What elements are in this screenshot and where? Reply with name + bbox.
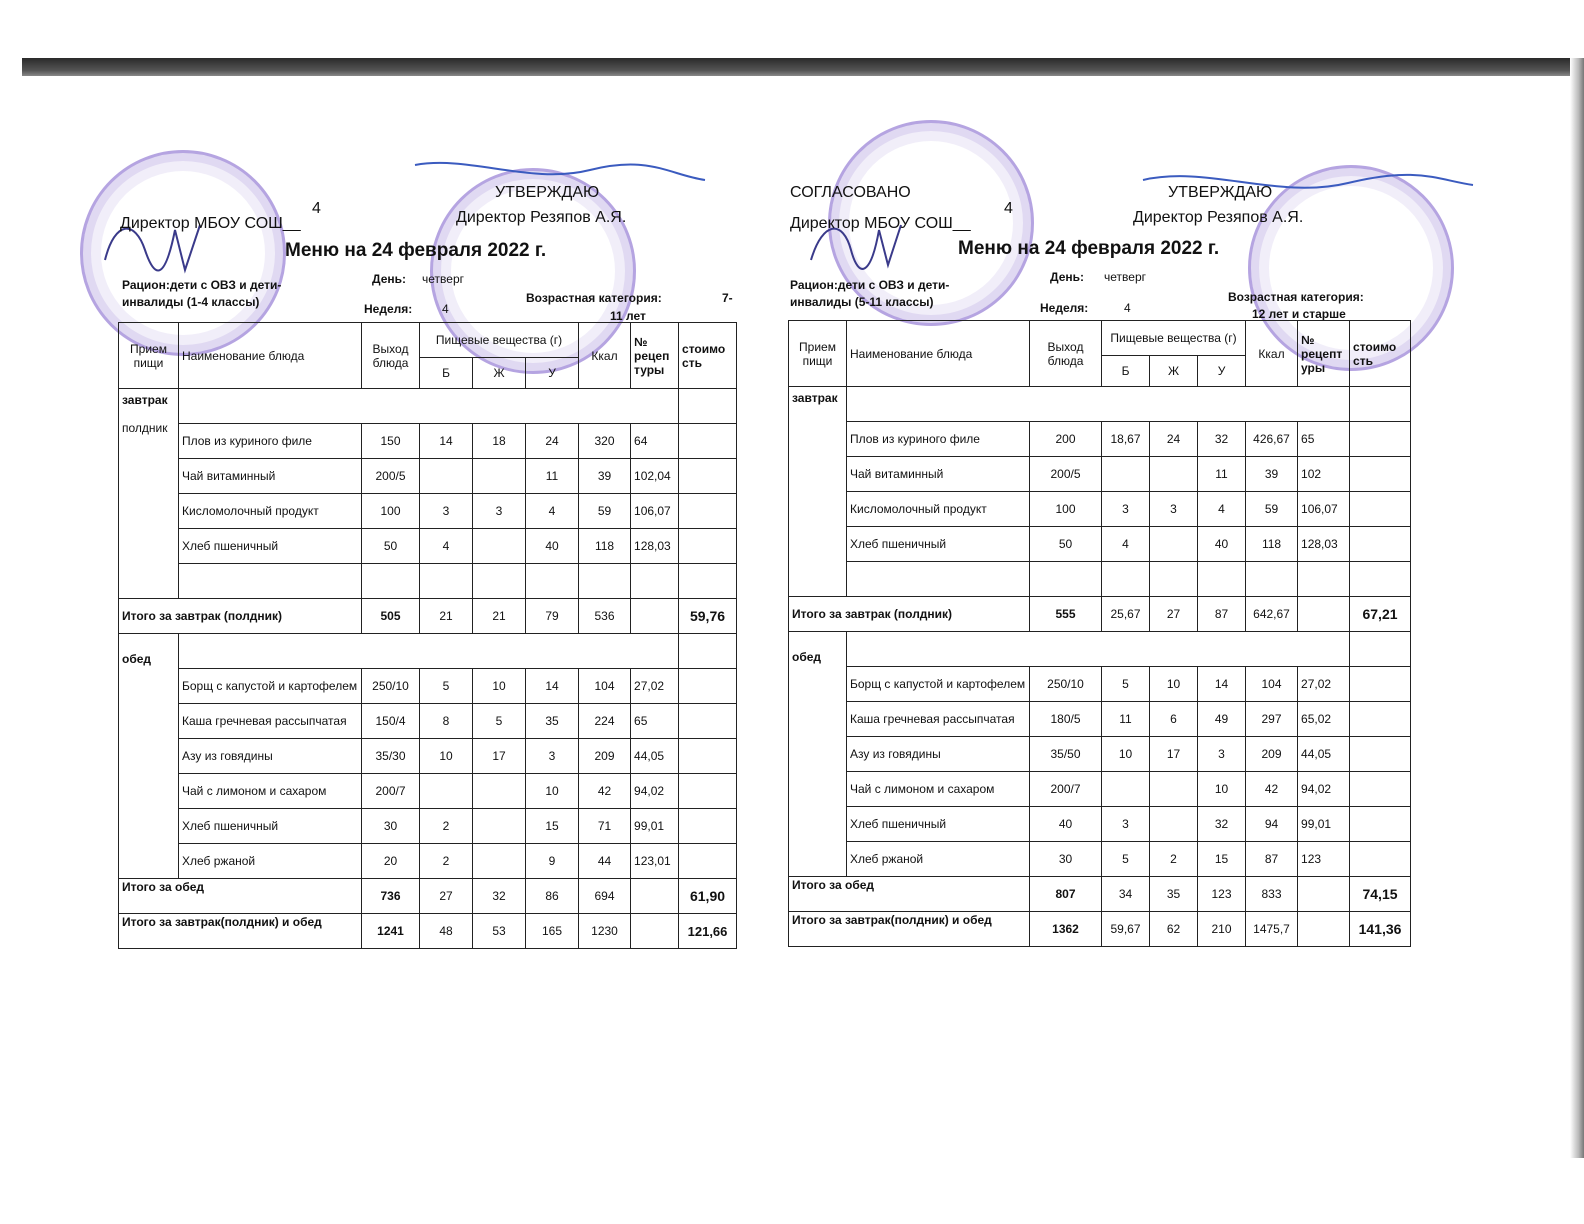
table-row	[119, 459, 737, 494]
dish-protein: 4	[1102, 527, 1150, 562]
dish-carbs: 10	[526, 774, 579, 809]
dish-name: Хлеб пшеничный	[847, 807, 1030, 842]
table-row	[789, 667, 1411, 702]
dish-output: 150/4	[362, 704, 420, 739]
dish-fat	[473, 809, 526, 844]
total-fat: 62	[1150, 912, 1198, 947]
dish-name: Хлеб пшеничный	[847, 527, 1030, 562]
dish-name: Чай витаминный	[179, 459, 362, 494]
dish-protein: 2	[420, 809, 473, 844]
dish-output: 200/7	[362, 774, 420, 809]
dish-protein: 3	[1102, 807, 1150, 842]
header-output: Выход блюда	[1030, 321, 1102, 387]
week-label: Неделя:	[1040, 301, 1089, 315]
dish-output: 20	[362, 844, 420, 879]
dish-carbs: 10	[1198, 772, 1246, 807]
ration-label-2: инвалиды (5-11 классы)	[790, 295, 934, 309]
table-row	[789, 457, 1411, 492]
scan-right-edge	[1570, 58, 1584, 1158]
dish-protein: 2	[420, 844, 473, 879]
total-protein: 25,67	[1102, 597, 1150, 632]
dish-cost	[1350, 422, 1411, 457]
dish-kcal: 42	[1246, 772, 1298, 807]
menu-title: Меню на 24 февраля 2022 г.	[285, 240, 547, 261]
dish-fat: 2	[1150, 842, 1198, 877]
dish-name: Борщ с капустой и картофелем	[179, 669, 362, 704]
total-label: Итого за обед	[119, 879, 362, 914]
total-carbs: 210	[1198, 912, 1246, 947]
grand-total-row	[789, 912, 1411, 947]
dish-name: Хлеб пшеничный	[179, 529, 362, 564]
dish-kcal: 94	[1246, 807, 1298, 842]
dish-output: 250/10	[1030, 667, 1102, 702]
dish-protein: 18,67	[1102, 422, 1150, 457]
day-value: четверг	[422, 272, 464, 286]
dish-output: 50	[362, 529, 420, 564]
total-cost: 59,76	[679, 599, 737, 634]
dish-output: 200	[1030, 422, 1102, 457]
dish-name: Плов из куриного филе	[847, 422, 1030, 457]
total-output: 736	[362, 879, 420, 914]
dish-carbs: 32	[1198, 807, 1246, 842]
table-row	[789, 527, 1411, 562]
total-kcal: 1230	[579, 914, 631, 949]
table-row	[119, 774, 737, 809]
meal-breakfast	[789, 387, 847, 597]
table-row	[119, 669, 737, 704]
table-row	[789, 422, 1411, 457]
total-fat: 35	[1150, 877, 1198, 912]
total-output: 1362	[1030, 912, 1102, 947]
total-kcal: 694	[579, 879, 631, 914]
dish-recipe: 106,07	[631, 494, 679, 529]
dish-name: Каша гречневая рассыпчатая	[847, 702, 1030, 737]
table-row	[119, 494, 737, 529]
table-row	[119, 424, 737, 459]
dish-kcal: 320	[579, 424, 631, 459]
grand-total-row	[119, 914, 737, 949]
dish-fat: 6	[1150, 702, 1198, 737]
table-row	[789, 772, 1411, 807]
dish-cost	[1350, 492, 1411, 527]
age-category-label: Возрастная категория:	[526, 291, 662, 305]
header-protein: Б	[420, 358, 473, 389]
header-carbs: У	[526, 358, 579, 389]
dish-carbs: 15	[1198, 842, 1246, 877]
school-number-handwritten: 4	[312, 200, 321, 217]
menu-sheet-right	[668, 0, 1402, 1224]
dish-recipe: 102,04	[631, 459, 679, 494]
table-row	[789, 562, 1411, 597]
total-output: 807	[1030, 877, 1102, 912]
dish-fat: 10	[473, 669, 526, 704]
dish-kcal: 209	[579, 739, 631, 774]
dish-kcal: 118	[579, 529, 631, 564]
breakfast-total-row	[119, 599, 737, 634]
dish-cost	[1350, 807, 1411, 842]
dish-output: 35/30	[362, 739, 420, 774]
total-protein: 34	[1102, 877, 1150, 912]
dish-protein: 5	[1102, 667, 1150, 702]
table-row	[789, 632, 1411, 667]
dish-protein	[420, 774, 473, 809]
school-number-handwritten: 4	[1004, 200, 1013, 217]
header-fat: Ж	[473, 358, 526, 389]
dish-name: Каша гречневая рассыпчатая	[179, 704, 362, 739]
meal-lunch: обед	[119, 634, 179, 879]
dish-recipe: 27,02	[631, 669, 679, 704]
dish-recipe: 128,03	[1298, 527, 1350, 562]
dish-fat: 17	[1150, 737, 1198, 772]
dish-protein	[1102, 457, 1150, 492]
header-dish: Наименование блюда	[847, 321, 1030, 387]
dish-protein: 5	[420, 669, 473, 704]
dish-output: 40	[1030, 807, 1102, 842]
total-carbs: 123	[1198, 877, 1246, 912]
dish-carbs: 14	[526, 669, 579, 704]
dish-carbs: 4	[526, 494, 579, 529]
dish-cost	[1350, 457, 1411, 492]
dish-cost	[1350, 527, 1411, 562]
dish-protein: 8	[420, 704, 473, 739]
table-row	[789, 737, 1411, 772]
dish-name: Чай с лимоном и сахаром	[179, 774, 362, 809]
dish-fat: 3	[473, 494, 526, 529]
dish-output: 200/5	[1030, 457, 1102, 492]
dish-recipe: 65	[1298, 422, 1350, 457]
header-meal: Прием пищи	[119, 323, 179, 389]
dish-protein: 11	[1102, 702, 1150, 737]
dish-name: Кисломолочный продукт	[179, 494, 362, 529]
total-kcal: 1475,7	[1246, 912, 1298, 947]
dish-carbs: 32	[1198, 422, 1246, 457]
dish-name: Хлеб ржаной	[847, 842, 1030, 877]
dish-kcal: 59	[579, 494, 631, 529]
table-row	[119, 389, 737, 424]
dish-recipe: 44,05	[631, 739, 679, 774]
dish-output: 30	[1030, 842, 1102, 877]
dish-kcal: 224	[579, 704, 631, 739]
lunch-total-row	[789, 877, 1411, 912]
header-recipe: № рецеп туры	[631, 323, 679, 389]
dish-kcal: 39	[579, 459, 631, 494]
dish-protein	[420, 459, 473, 494]
dish-output: 50	[1030, 527, 1102, 562]
table-row	[119, 564, 737, 599]
dish-cost	[1350, 737, 1411, 772]
header-cost: стоимо сть	[679, 323, 737, 389]
dish-recipe: 99,01	[631, 809, 679, 844]
dish-recipe: 44,05	[1298, 737, 1350, 772]
dish-carbs: 4	[1198, 492, 1246, 527]
dish-recipe: 64	[631, 424, 679, 459]
dish-carbs: 3	[526, 739, 579, 774]
total-kcal: 833	[1246, 877, 1298, 912]
dish-output: 200/5	[362, 459, 420, 494]
total-label: Итого за завтрак(полдник) и обед	[119, 914, 362, 949]
header-recipe: № рецепт уры	[1298, 321, 1350, 387]
table-row	[789, 842, 1411, 877]
total-label: Итого за завтрак(полдник) и обед	[789, 912, 1030, 947]
dish-cost	[1350, 772, 1411, 807]
dish-protein: 3	[1102, 492, 1150, 527]
total-carbs: 86	[526, 879, 579, 914]
dish-recipe: 94,02	[1298, 772, 1350, 807]
total-fat: 32	[473, 879, 526, 914]
week-label: Неделя:	[364, 302, 413, 316]
dish-fat	[1150, 807, 1198, 842]
total-cost: 74,15	[1350, 877, 1411, 912]
table-row	[119, 704, 737, 739]
week-value: 4	[1124, 301, 1131, 315]
total-label: Итого за завтрак (полдник)	[789, 597, 1030, 632]
day-label: День:	[1050, 270, 1084, 284]
dish-carbs: 49	[1198, 702, 1246, 737]
dish-recipe: 106,07	[1298, 492, 1350, 527]
dish-kcal: 209	[1246, 737, 1298, 772]
dish-recipe: 99,01	[1298, 807, 1350, 842]
table-row	[119, 739, 737, 774]
total-cost: 67,21	[1350, 597, 1411, 632]
total-kcal: 536	[579, 599, 631, 634]
dish-recipe: 27,02	[1298, 667, 1350, 702]
dish-carbs: 15	[526, 809, 579, 844]
dish-fat: 10	[1150, 667, 1198, 702]
dish-fat: 17	[473, 739, 526, 774]
dish-fat	[1150, 772, 1198, 807]
dish-recipe: 65,02	[1298, 702, 1350, 737]
header-meal: Прием пищи	[789, 321, 847, 387]
table-row	[789, 492, 1411, 527]
meal-lunch: обед	[789, 632, 847, 877]
director-name: Директор Резяпов А.Я.	[456, 209, 627, 226]
dish-cost	[1350, 702, 1411, 737]
dish-cost	[1350, 842, 1411, 877]
dish-protein: 10	[1102, 737, 1150, 772]
school-director-label: Директор МБОУ СОШ__	[120, 215, 301, 232]
menu-title: Меню на 24 февраля 2022 г.	[958, 238, 1220, 259]
dish-protein: 5	[1102, 842, 1150, 877]
dish-fat: 24	[1150, 422, 1198, 457]
school-director-label: Директор МБОУ СОШ__	[790, 215, 971, 232]
dish-protein	[1102, 772, 1150, 807]
dish-recipe: 123	[1298, 842, 1350, 877]
dish-kcal: 42	[579, 774, 631, 809]
total-protein: 48	[420, 914, 473, 949]
dish-output: 200/7	[1030, 772, 1102, 807]
dish-output: 250/10	[362, 669, 420, 704]
total-fat: 53	[473, 914, 526, 949]
header-output: Выход блюда	[362, 323, 420, 389]
dish-recipe: 102	[1298, 457, 1350, 492]
dish-kcal: 297	[1246, 702, 1298, 737]
day-label: День:	[372, 272, 406, 286]
ration-label-2: инвалиды (1-4 классы)	[122, 295, 260, 309]
dish-protein: 4	[420, 529, 473, 564]
director-name: Директор Резяпов А.Я.	[1133, 209, 1304, 226]
header-kcal: Ккал	[1246, 321, 1298, 387]
dish-name: Кисломолочный продукт	[847, 492, 1030, 527]
dish-carbs: 9	[526, 844, 579, 879]
table-row	[119, 844, 737, 879]
total-cost: 61,90	[679, 879, 737, 914]
dish-carbs: 24	[526, 424, 579, 459]
dish-name: Азу из говядины	[847, 737, 1030, 772]
meal-breakfast	[119, 389, 179, 599]
total-fat: 21	[473, 599, 526, 634]
total-carbs: 165	[526, 914, 579, 949]
dish-recipe: 65	[631, 704, 679, 739]
age-category-value-2: 11 лет	[610, 309, 646, 323]
dish-recipe: 94,02	[631, 774, 679, 809]
approve-label: УТВЕРЖДАЮ	[1168, 184, 1273, 201]
total-protein: 27	[420, 879, 473, 914]
dish-output: 100	[1030, 492, 1102, 527]
header-carbs: У	[1198, 356, 1246, 387]
week-value: 4	[442, 302, 449, 316]
meal-snack-label: полдник	[122, 421, 168, 435]
dish-protein: 14	[420, 424, 473, 459]
dish-fat: 18	[473, 424, 526, 459]
total-fat: 27	[1150, 597, 1198, 632]
dish-kcal: 104	[579, 669, 631, 704]
dish-carbs: 11	[1198, 457, 1246, 492]
total-carbs: 79	[526, 599, 579, 634]
table-row	[119, 809, 737, 844]
dish-carbs: 11	[526, 459, 579, 494]
menu-table	[118, 322, 737, 949]
dish-protein: 10	[420, 739, 473, 774]
dish-name: Плов из куриного филе	[179, 424, 362, 459]
total-label: Итого за завтрак (полдник)	[119, 599, 362, 634]
age-category-value-2: 12 лет и старше	[1252, 307, 1346, 321]
approve-label: УТВЕРЖДАЮ	[495, 184, 600, 201]
dish-name: Борщ с капустой и картофелем	[847, 667, 1030, 702]
dish-fat: 3	[1150, 492, 1198, 527]
dish-protein: 3	[420, 494, 473, 529]
total-carbs: 87	[1198, 597, 1246, 632]
dish-cost	[1350, 667, 1411, 702]
age-category-label: Возрастная категория:	[1228, 290, 1364, 304]
dish-name: Чай с лимоном и сахаром	[847, 772, 1030, 807]
dish-carbs: 3	[1198, 737, 1246, 772]
dish-carbs: 35	[526, 704, 579, 739]
header-nutrients: Пищевые вещества (г)	[1102, 321, 1246, 356]
dish-fat	[473, 774, 526, 809]
dish-name: Хлеб ржаной	[179, 844, 362, 879]
dish-output: 30	[362, 809, 420, 844]
dish-name: Чай витаминный	[847, 457, 1030, 492]
dish-recipe: 123,01	[631, 844, 679, 879]
total-output: 555	[1030, 597, 1102, 632]
dish-kcal: 71	[579, 809, 631, 844]
meal-breakfast-label: завтрак	[792, 391, 838, 405]
dish-fat	[473, 459, 526, 494]
table-row	[789, 702, 1411, 737]
dish-fat	[1150, 457, 1198, 492]
total-protein: 59,67	[1102, 912, 1150, 947]
total-output: 1241	[362, 914, 420, 949]
approved-by-label: СОГЛАСОВАНО	[790, 184, 911, 201]
dish-name: Хлеб пшеничный	[179, 809, 362, 844]
dish-recipe: 128,03	[631, 529, 679, 564]
menu-table	[788, 320, 1411, 947]
table-row	[119, 529, 737, 564]
table-row	[789, 387, 1411, 422]
day-value: четверг	[1104, 270, 1146, 284]
total-protein: 21	[420, 599, 473, 634]
dish-output: 150	[362, 424, 420, 459]
dish-fat: 5	[473, 704, 526, 739]
dish-fat	[473, 844, 526, 879]
dish-kcal: 87	[1246, 842, 1298, 877]
dish-kcal: 426,67	[1246, 422, 1298, 457]
dish-output: 180/5	[1030, 702, 1102, 737]
breakfast-total-row	[789, 597, 1411, 632]
header-kcal: Ккал	[579, 323, 631, 389]
dish-fat	[1150, 527, 1198, 562]
lunch-total-row	[119, 879, 737, 914]
dish-carbs: 14	[1198, 667, 1246, 702]
ration-label: Рацион:дети с ОВЗ и дети-	[790, 278, 950, 292]
dish-kcal: 59	[1246, 492, 1298, 527]
dish-kcal: 39	[1246, 457, 1298, 492]
dish-name: Азу из говядины	[179, 739, 362, 774]
dish-kcal: 118	[1246, 527, 1298, 562]
header-nutrients: Пищевые вещества (г)	[420, 323, 579, 358]
total-cost: 141,36	[1350, 912, 1411, 947]
dish-carbs: 40	[1198, 527, 1246, 562]
total-cost: 121,66	[679, 914, 737, 949]
header-cost: стоимо сть	[1350, 321, 1411, 387]
dish-kcal: 104	[1246, 667, 1298, 702]
table-row	[789, 807, 1411, 842]
header-dish: Наименование блюда	[179, 323, 362, 389]
age-category-value: 7-	[722, 291, 733, 305]
total-kcal: 642,67	[1246, 597, 1298, 632]
header-protein: Б	[1102, 356, 1150, 387]
ration-label: Рацион:дети с ОВЗ и дети-	[122, 278, 282, 292]
total-label: Итого за обед	[789, 877, 1030, 912]
dish-output: 35/50	[1030, 737, 1102, 772]
menu-sheet-left	[0, 0, 733, 1224]
dish-kcal: 44	[579, 844, 631, 879]
table-row	[119, 634, 737, 669]
dish-fat	[473, 529, 526, 564]
header-fat: Ж	[1150, 356, 1198, 387]
dish-output: 100	[362, 494, 420, 529]
meal-breakfast-label: завтрак	[122, 393, 168, 407]
total-output: 505	[362, 599, 420, 634]
dish-carbs: 40	[526, 529, 579, 564]
